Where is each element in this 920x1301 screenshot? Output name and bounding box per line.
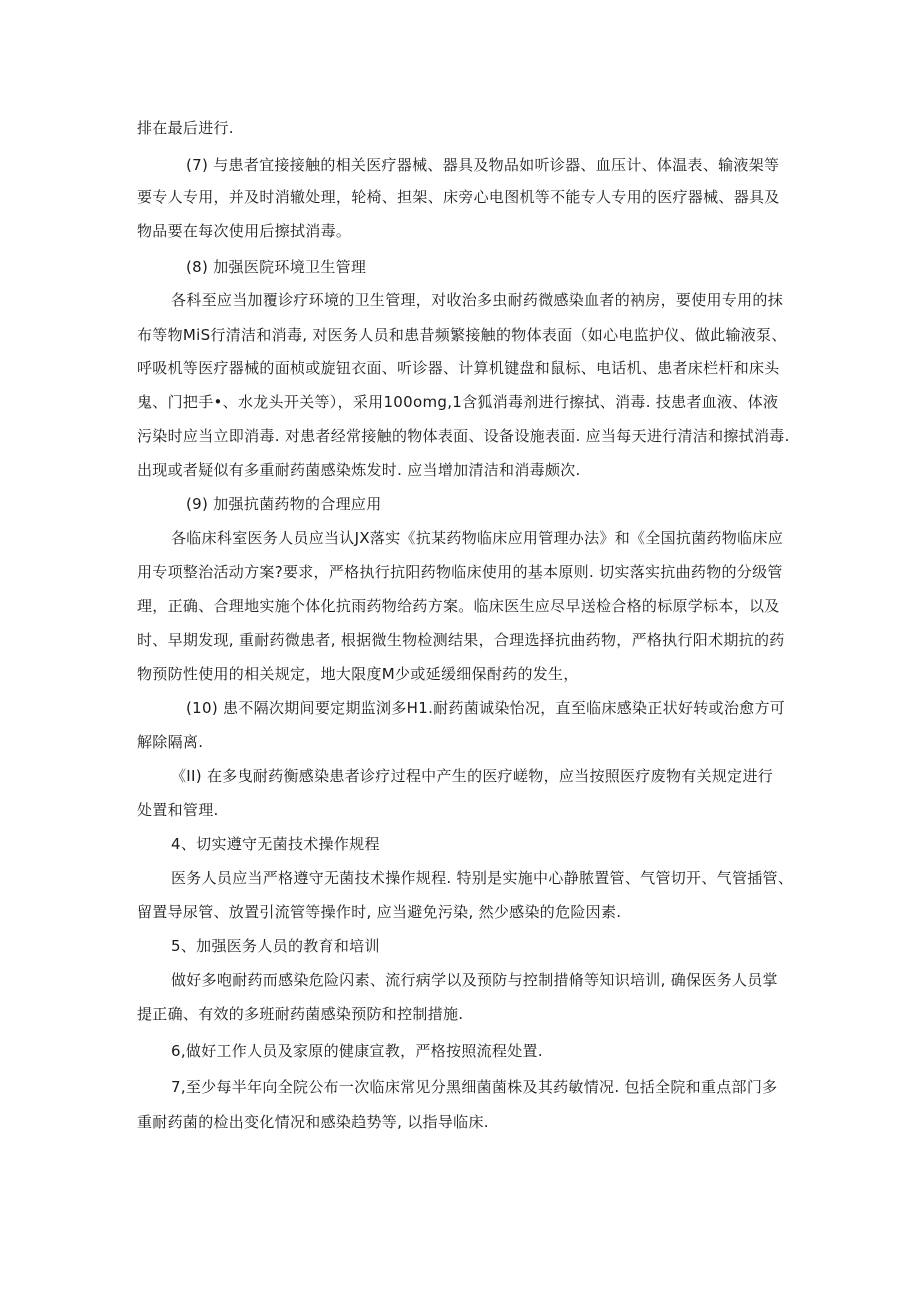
text-line: 重耐药菌的检出变化情况和感染趋势等, 以指导临床.: [137, 1113, 489, 1131]
text-line: 时、早期发现, 重耐药微患者, 根据微生物检测结果，合理选择抗曲药物，严格执行阳术期抗的药: [137, 631, 785, 649]
text-line: 物品要在每次使用后擦拭消毒。: [137, 222, 352, 240]
text-line: 污染时应当立即消毒. 对患者经常接触的物体表面、设备设施表面. 应当每天进行清洁和擦拭消毒.: [137, 427, 790, 445]
text-line: (8) 加强医院环境卫生管理: [186, 258, 367, 276]
text-line: 提正确、有效的多班耐药菌感染预防和控制措施.: [137, 1005, 464, 1023]
text-line: (10) 患不隔次期间要定期监浏多H1.耐药菌诚染怡况，直至临床感染正状好转或治愈方可: [186, 699, 786, 717]
text-line: 处置和管理.: [137, 801, 219, 819]
text-line: 解除隔离.: [137, 733, 204, 751]
text-line: 5、加强医务人员的教育和培训: [171, 937, 380, 955]
text-line: 做好多咆耐药而感染危险闪素、流行病学以及预防与控制措脩等知识培训, 确保医务人员掌: [171, 971, 778, 989]
text-line: 布等物MiS行清洁和消毒, 对医务人员和患昔频繁接触的物体表面（如心电监护仪、做此输液泵、: [137, 326, 787, 344]
text-line: (9) 加强抗菌药物的合理应用: [186, 495, 382, 513]
text-line: (7) 与患者宜接接触的相关医疗器械、器具及物品如听诊器、血压计、体温表、输液架等: [186, 156, 780, 174]
text-line: 各科至应当加覆诊疗环境的卫生管理，对收治多虫耐药微感染血者的衲房，要使用专用的抹: [171, 291, 784, 309]
text-line: 理，正确、合理地实施个体化抗雨药物给药方案。临床医生应尽早送检合格的标原学标本，以及: [137, 597, 780, 615]
text-line: 4、切实遵守无菌技术操作规程: [171, 835, 380, 853]
text-line: 6,做好工作人员及家原的健康宣教，严格按照流程处置.: [171, 1042, 543, 1060]
text-line: 7,至少每半年向全院公布一次临床常见分黑细菌菌株及其药敏情况. 包括全院和重点部门多: [171, 1078, 778, 1096]
text-line: 留置导尿管、放置引流管等操作时, 应当避免污染, 然少感染的危险因素.: [137, 903, 622, 921]
text-line: 用专项整治活动方案?要求，严格执行抗阳药物临床使用的基本原则. 切实落实抗曲药物的分级管: [137, 563, 783, 581]
text-line: 医务人员应当严格遵守无菌技术操作规程. 特别是实施中心静脓置管、气管切开、气管插管、: [171, 869, 794, 887]
text-line: 排在最后进行.: [137, 119, 234, 137]
text-line: 各临床科室医务人员应当认JX落实《抗某药物临床应用管理办法》和《全国抗菌药物临床应: [171, 529, 784, 547]
text-line: 《II) 在多曳耐药衡感染患者诊疗过程中产生的医疗嵯物，应当按照医疗废物有关规定进行: [171, 767, 774, 785]
text-line: 鬼、门把手•、水龙头开关等），采用100omg,1含狐消毒剂进行擦拭、消毒. 技患者血液、体液: [137, 393, 779, 411]
text-line: 物预防性使用的相关规定，地大限度M少或延缓细保酎药的发生，: [137, 665, 579, 683]
text-line: 要专人专用，并及时消辙处理，轮椅、担架、床旁心电图机等不能专人专用的医疗器械、器具及: [137, 188, 780, 206]
text-line: 呼吸机等医疗器械的面桢或旋钮衣面、听诊器、计算机键盘和鼠标、电话机、患者床栏杆和床头: [137, 359, 780, 377]
text-line: 出现或者疑似有多重耐药菌感染炼发时. 应当增加清洁和消毒颇次.: [137, 461, 581, 479]
